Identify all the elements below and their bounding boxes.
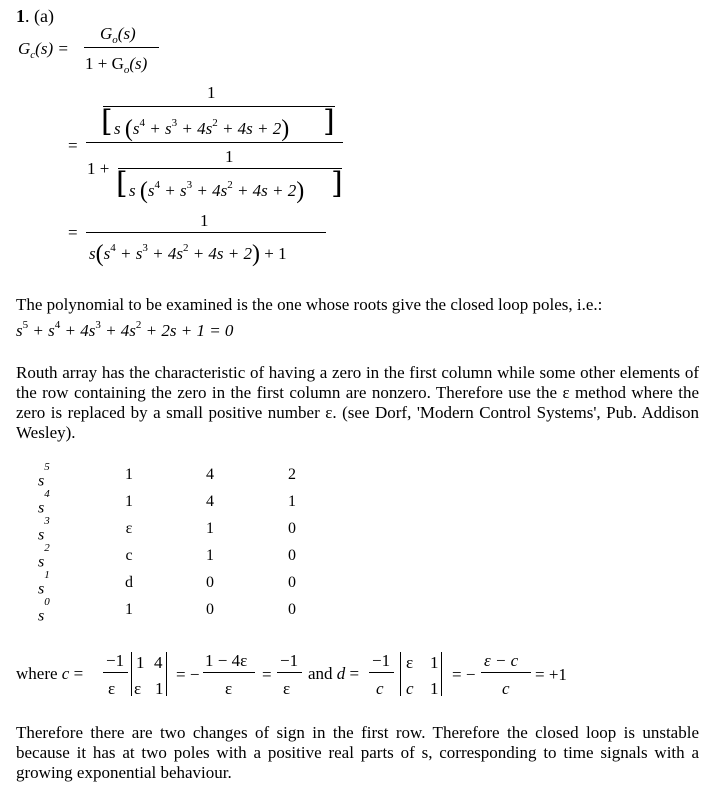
det2-b: 1 <box>430 653 439 672</box>
c-equals: = <box>73 664 84 683</box>
eq2-bottom-poly-s: s <box>129 181 136 200</box>
eq3-exp-2: 2 <box>182 242 189 254</box>
eq3-term-s3: + s <box>115 244 143 263</box>
c-frac1-den: ε <box>108 679 116 698</box>
routh-cell: 1 <box>288 493 296 510</box>
eq3-poly-s: s <box>89 244 96 263</box>
problem-heading <box>16 6 54 27</box>
d-result: = +1 <box>535 665 567 684</box>
eq2-bottom-lbracket: [ <box>116 166 128 201</box>
eq3-term-rest: + 4s + 2 <box>188 244 252 263</box>
eq2-bottom-poly: s $(s^4 + s^3 + 4s^2 + 4s + 2)$ <box>129 178 305 204</box>
det1-a: 1 <box>136 653 145 672</box>
eq1-lhs-g: G <box>18 39 31 58</box>
c-variable: c <box>61 664 70 683</box>
paragraph-routh-epsilon: Routh array has the characteristic of having a zero in the first column while some other elements of the row containing the zero in the first column are nonzero. Therefore use the ε method where the zero is replaced by a small positive number ε. (see Dorf, 'Modern Control Systems', Pub. Addison Wesley). <box>16 363 699 442</box>
eq2-one-plus: 1 + <box>87 159 110 178</box>
cp-exp5: 5 <box>22 319 29 331</box>
eq2-bottom-exp-2: 2 <box>227 179 233 191</box>
eq2-top-term-s3: + s <box>145 119 172 138</box>
det2-d: 1 <box>430 679 439 698</box>
eq1-numerator <box>100 24 136 46</box>
c-eq3: = <box>262 665 272 684</box>
routh-cell: 4 <box>206 493 214 510</box>
d-eq2: = − <box>452 665 476 684</box>
and-word: and <box>308 664 333 683</box>
det2-right-bar <box>441 652 442 696</box>
eq2-top-exp-2: 2 <box>212 117 218 129</box>
eq2-top-one: 1 <box>207 83 216 102</box>
routh-row-label-s1: $s^1$ <box>38 569 50 598</box>
routh-cell: d <box>125 574 133 591</box>
eq3-numerator: 1 <box>200 211 209 230</box>
eq1-denominator <box>85 54 148 76</box>
paragraph-conclusion: Therefore there are two changes of sign in the first row. Therefore the closed loop is unstable because it has at two poles with a positive real parts of s, corresponding to time signals with a growing exponential behaviour. <box>16 723 699 782</box>
eq2-top-term-4s2: + 4s <box>177 119 213 138</box>
eq1-den-arg: (s) <box>129 54 148 73</box>
eq2-top-poly-s: s <box>114 119 121 138</box>
c-frac2-line <box>203 672 255 673</box>
eq3-term-4s2: + 4s <box>147 244 183 263</box>
routh-row-label-s2: $s^2$ <box>38 542 50 571</box>
routh-cell: 0 <box>288 520 296 537</box>
routh-cell: 0 <box>206 574 214 591</box>
det1-c: ε <box>134 679 142 698</box>
routh-cell: c <box>125 547 133 564</box>
routh-cell: 1 <box>206 520 214 537</box>
det1-b: 4 <box>154 653 163 672</box>
eq2-bottom-term-s3: + s <box>160 181 187 200</box>
c-frac2-num: 1 − 4ε <box>205 651 248 670</box>
routh-cell: 2 <box>288 466 296 483</box>
where-word: where <box>16 664 58 683</box>
routh-cell: 1 <box>125 493 133 510</box>
eq2-top-inner-line <box>103 106 335 107</box>
eq2-main-fraction-line <box>86 142 343 143</box>
eq1-lhs-arg: (s) = <box>35 39 69 58</box>
routh-cell: 0 <box>288 601 296 618</box>
routh-cell: ε <box>125 520 133 537</box>
cp-exp2: 2 <box>135 319 142 331</box>
cp-4s3: + 4s <box>60 321 96 340</box>
problem-part: . (a) <box>25 6 54 26</box>
eq2-bottom-term-4s2: + 4s <box>192 181 228 200</box>
eq1-num-arg: (s) <box>117 24 136 43</box>
eq2-bottom-term-s4: s <box>147 181 155 200</box>
det2-c: c <box>406 679 414 698</box>
c-frac1-num: −1 <box>106 651 125 670</box>
eq2-top-exp-4: 4 <box>139 117 145 129</box>
routh-row-label-s5: $s^5$ <box>38 461 50 490</box>
eq1-den-sub: o <box>123 64 130 76</box>
d-frac1-num: −1 <box>372 651 391 670</box>
d-frac2-num: ε − c <box>484 651 519 670</box>
eq3-exp-3: 3 <box>142 242 148 254</box>
c-frac2-den: ε <box>225 679 233 698</box>
d-frac2-den: c <box>502 679 510 698</box>
d-equals: = <box>349 664 360 683</box>
c-frac3-line <box>277 672 302 673</box>
routh-cell: 1 <box>206 547 214 564</box>
paragraph-closed-loop-poles: The polynomial to be examined is the one whose roots give the closed loop poles, i.e.: <box>16 295 603 314</box>
eq2-top-poly: s $(s^4 + s^3 + 4s^2 + 4s + 2)$ <box>114 116 290 142</box>
eq3-tail: + 1 <box>260 244 287 263</box>
d-frac2-line <box>481 672 531 673</box>
routh-row-label-s0: $s^0$ <box>38 596 50 625</box>
c-frac3-num: −1 <box>280 651 299 670</box>
eq2-top-term-rest: + 4s + 2 <box>217 119 282 138</box>
det1-right-bar <box>166 652 167 696</box>
eq2-bottom-term-rest: + 4s + 2 <box>232 181 297 200</box>
routh-cell: 0 <box>206 601 214 618</box>
eq1-fraction-line <box>84 47 159 48</box>
cp-exp3: 3 <box>95 319 101 331</box>
routh-row-label-s4: $s^4$ <box>38 488 50 517</box>
eq3-exp-4: 4 <box>110 242 116 254</box>
det1-left-bar <box>131 652 132 696</box>
characteristic-polynomial <box>16 319 234 340</box>
routh-cell: 0 <box>288 574 296 591</box>
where-label <box>16 665 83 682</box>
routh-row-label-s3: $s^3$ <box>38 515 50 544</box>
routh-cell: 4 <box>206 466 214 483</box>
det2-left-bar <box>400 652 401 696</box>
d-label <box>308 665 359 682</box>
eq1-num-g: G <box>100 24 113 43</box>
problem-number: 1 <box>16 6 25 26</box>
eq2-inner-fraction-line <box>118 168 342 169</box>
cp-4s2: + 4s <box>100 321 136 340</box>
d-variable: d <box>336 664 346 683</box>
routh-cell: 1 <box>125 466 133 483</box>
eq2-bottom-exp-3: 3 <box>186 179 193 191</box>
eq2-top-term-s4: s <box>132 119 140 138</box>
c-eq2: = − <box>176 665 200 684</box>
cp-rest: + 2s + 1 = 0 <box>141 321 234 340</box>
cp-s5: s <box>16 321 23 340</box>
cp-exp4: 4 <box>54 319 61 331</box>
eq2-inner-one: 1 <box>225 147 234 166</box>
d-frac1-den: c <box>376 679 384 698</box>
d-frac1-line <box>369 672 394 673</box>
eq3-fraction-line <box>86 232 326 233</box>
eq2-top-rbracket: ] <box>323 104 335 139</box>
eq3-equals: = <box>68 223 78 242</box>
routh-cell: 0 <box>288 547 296 564</box>
eq2-bottom-exp-4: 4 <box>154 179 160 191</box>
eq3-denominator: $s(s^4 + s^3 + 4s^2 + 4s + 2) + 1$ <box>89 241 287 267</box>
c-frac3-den: ε <box>283 679 291 698</box>
c-frac1-line <box>103 672 128 673</box>
eq2-bottom-rbracket: ] <box>331 166 343 201</box>
det1-d: 1 <box>155 679 164 698</box>
eq3-term-s4: s <box>103 244 111 263</box>
eq1-den-prefix: 1 + G <box>85 54 124 73</box>
eq2-top-lbracket: [ <box>101 104 113 139</box>
eq1-lhs <box>18 39 69 61</box>
eq1-lhs-sub: c <box>30 49 36 61</box>
eq2-top-exp-3: 3 <box>171 117 178 129</box>
eq1-num-sub: o <box>112 34 118 46</box>
cp-s4: + s <box>28 321 55 340</box>
routh-cell: 1 <box>125 601 133 618</box>
eq2-equals: = <box>68 136 78 155</box>
det2-a: ε <box>406 653 414 672</box>
